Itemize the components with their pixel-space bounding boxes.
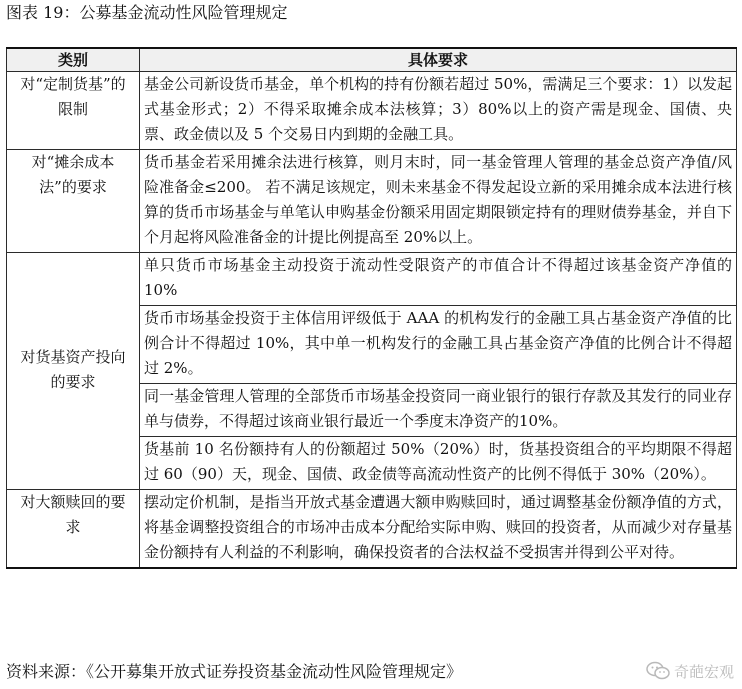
source-note: 资料来源：《公开募集开放式证券投资基金流动性风险管理规定》 (6, 662, 463, 681)
table-row (7, 490, 737, 569)
table-row (7, 72, 737, 150)
figure-title: 图表 19：公募基金流动性风险管理规定 (6, 3, 288, 22)
table-row (7, 150, 737, 253)
watermark (646, 658, 734, 684)
category-label: 对“定制货基”的限制 (20, 75, 126, 118)
liquidity-rules-table (6, 47, 737, 569)
category-cell (7, 72, 140, 150)
category-cell (7, 150, 140, 253)
category-label: 对大额赎回的要求 (20, 493, 126, 536)
table-row (7, 253, 737, 306)
wechat-icon (646, 661, 670, 681)
category-label: 对“摊余成本法”的要求 (31, 153, 115, 196)
requirement-cell: 基金公司新设货币基金，单个机构的持有份额若超过 50%，需满足三个要求：1）以发起式基金形式；2）不得采取摊余成本法核算；3）80%以上的资产需是现金、国债、央票、政金债以及 5 个交易日内到期的金融工具。 (140, 72, 737, 150)
requirement-cell: 货币市场基金投资于主体信用评级低于 AAA 的机构发行的金融工具占基金资产净值的比例合计不得超过 10%，其中单一机构发行的金融工具占基金资产净值的比例合计不得超过 2%。 (140, 306, 737, 384)
requirement-cell: 货币基金若采用摊余法进行核算，则月末时，同一基金管理人管理的基金总资产净值/风险准备金≤200。 若不满足该规定，则未来基金不得发起设立新的采用摊余成本法进行核算的货币市场基金与单笔认申购基金份额采用固定期限锁定持有的理财债券基金，并自下个月起将风险准备金的计提比例提高至 20%以上。 (140, 150, 737, 253)
requirement-cell: 单只货币市场基金主动投资于流动性受限资产的市值合计不得超过该基金资产净值的 10% (140, 253, 737, 306)
category-cell (7, 490, 140, 569)
category-label: 对货基资产投向的要求 (20, 348, 126, 391)
category-cell (7, 253, 140, 490)
requirement-cell: 货基前 10 名份额持有人的份额超过 50%（20%）时，货基投资组合的平均期限不得超过 60（90）天，现金、国债、政金债等高流动性资产的比例不得低于 30%（20%）。 (140, 437, 737, 490)
requirement-cell: 同一基金管理人管理的全部货币市场基金投资同一商业银行的银行存款及其发行的同业存单与债券，不得超过该商业银行最近一个季度末净资产的10%。 (140, 384, 737, 437)
table-header-row (7, 48, 737, 72)
watermark-text: 奇葩宏观 (673, 662, 734, 681)
header-category: 类别 (7, 48, 140, 72)
header-requirements: 具体要求 (140, 48, 737, 72)
requirement-cell: 摆动定价机制，是指当开放式基金遭遇大额申购赎回时，通过调整基金份额净值的方式，将基金调整投资组合的市场冲击成本分配给实际申购、赎回的投资者，从而减少对存量基金份额持有人利益的不利影响，确保投资者的合法权益不受损害并得到公平对待。 (140, 490, 737, 569)
